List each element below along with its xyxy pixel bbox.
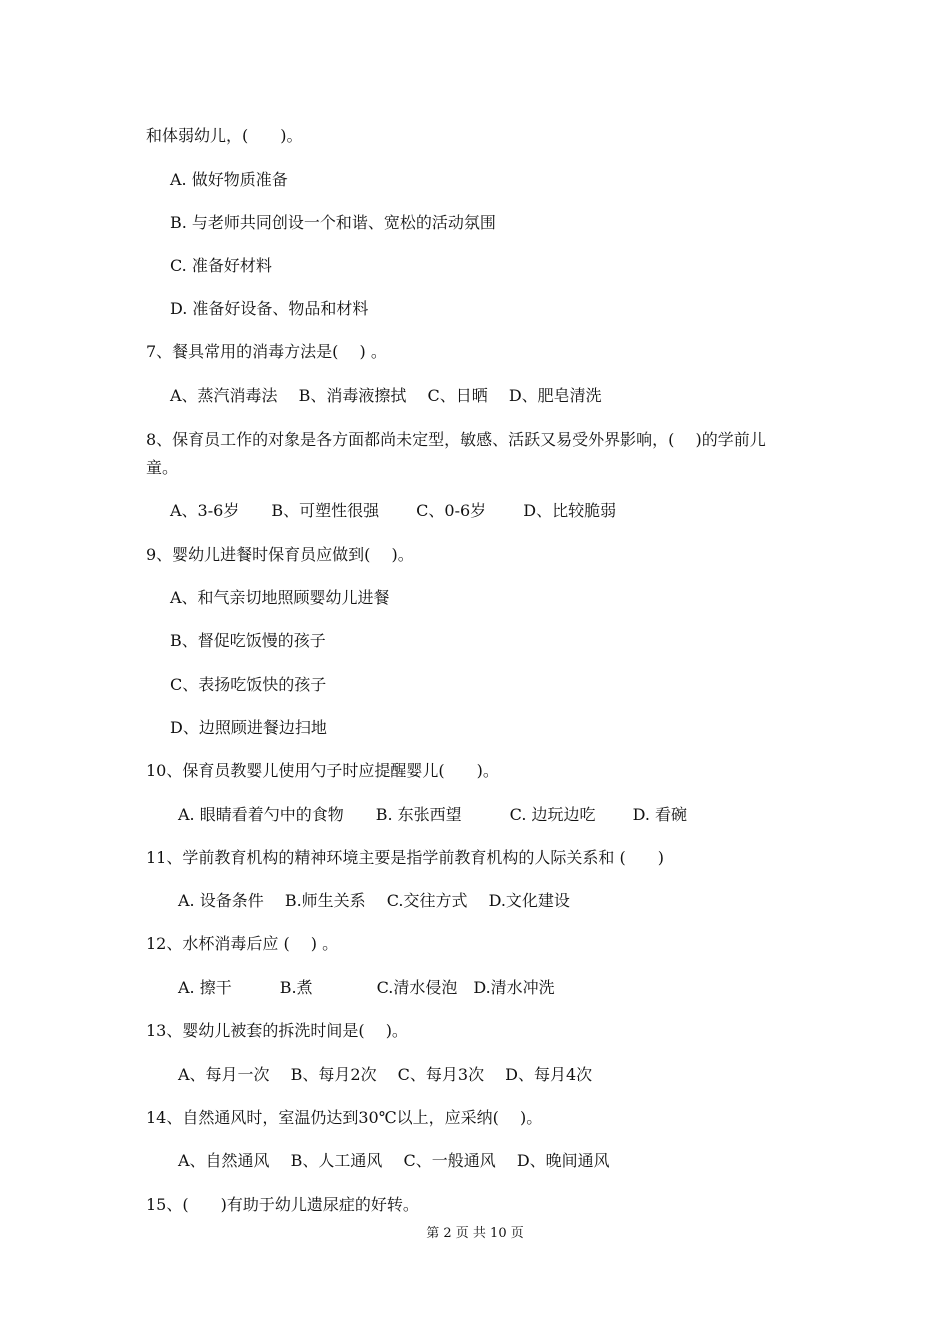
question-7: 7、餐具常用的消毒方法是( ) 。	[146, 342, 387, 361]
option-b: B. 与老师共同创设一个和谐、宽松的活动氛围	[170, 213, 496, 232]
options-10: A. 眼睛看着勺中的食物 B. 东张西望 C. 边玩边吃 D. 看碗	[178, 805, 688, 824]
option-d: D. 准备好设备、物品和材料	[170, 299, 369, 318]
question-15: 15、( )有助于幼儿遗尿症的好转。	[146, 1195, 419, 1214]
question-14: 14、自然通风时，室温仍达到30℃以上，应采纳( )。	[146, 1108, 543, 1127]
option-9b: B、督促吃饭慢的孩子	[170, 631, 326, 650]
question-8: 8、保育员工作的对象是各方面都尚未定型，敏感、活跃又易受外界影响，( )的学前儿	[146, 430, 766, 449]
question-11: 11、学前教育机构的精神环境主要是指学前教育机构的人际关系和 ( )	[146, 848, 664, 867]
options-13: A、每月一次 B、每月2次 C、每月3次 D、每月4次	[178, 1065, 593, 1084]
options-12: A. 擦干 B.煮 C.清水侵泡 D.清水冲洗	[178, 978, 555, 997]
question-12: 12、水杯消毒后应 ( ) 。	[146, 934, 339, 953]
options-11: A. 设备条件 B.师生关系 C.交往方式 D.文化建设	[178, 891, 570, 910]
options-14: A、自然通风 B、人工通风 C、一般通风 D、晚间通风	[178, 1151, 610, 1170]
option-9c: C、表扬吃饭快的孩子	[170, 675, 327, 694]
question-9: 9、婴幼儿进餐时保育员应做到( )。	[146, 545, 414, 564]
options-8: A、3-6岁 B、可塑性很强 C、0-6岁 D、比较脆弱	[170, 501, 617, 520]
options-7: A、蒸汽消毒法 B、消毒液擦拭 C、日晒 D、肥皂清洗	[170, 386, 602, 405]
question-8-continuation: 童。	[146, 458, 179, 477]
option-c: C. 准备好材料	[170, 256, 272, 275]
question-13: 13、婴幼儿被套的拆洗时间是( )。	[146, 1021, 408, 1040]
option-9a: A、和气亲切地照顾婴幼儿进餐	[170, 588, 390, 607]
page-footer: 第 2 页 共 10 页	[426, 1226, 524, 1241]
question-continuation: 和体弱幼儿，( )。	[146, 126, 303, 145]
option-9d: D、边照顾进餐边扫地	[170, 718, 327, 737]
option-a: A. 做好物质准备	[170, 170, 288, 189]
question-10: 10、保育员教婴儿使用勺子时应提醒婴儿( )。	[146, 761, 499, 780]
